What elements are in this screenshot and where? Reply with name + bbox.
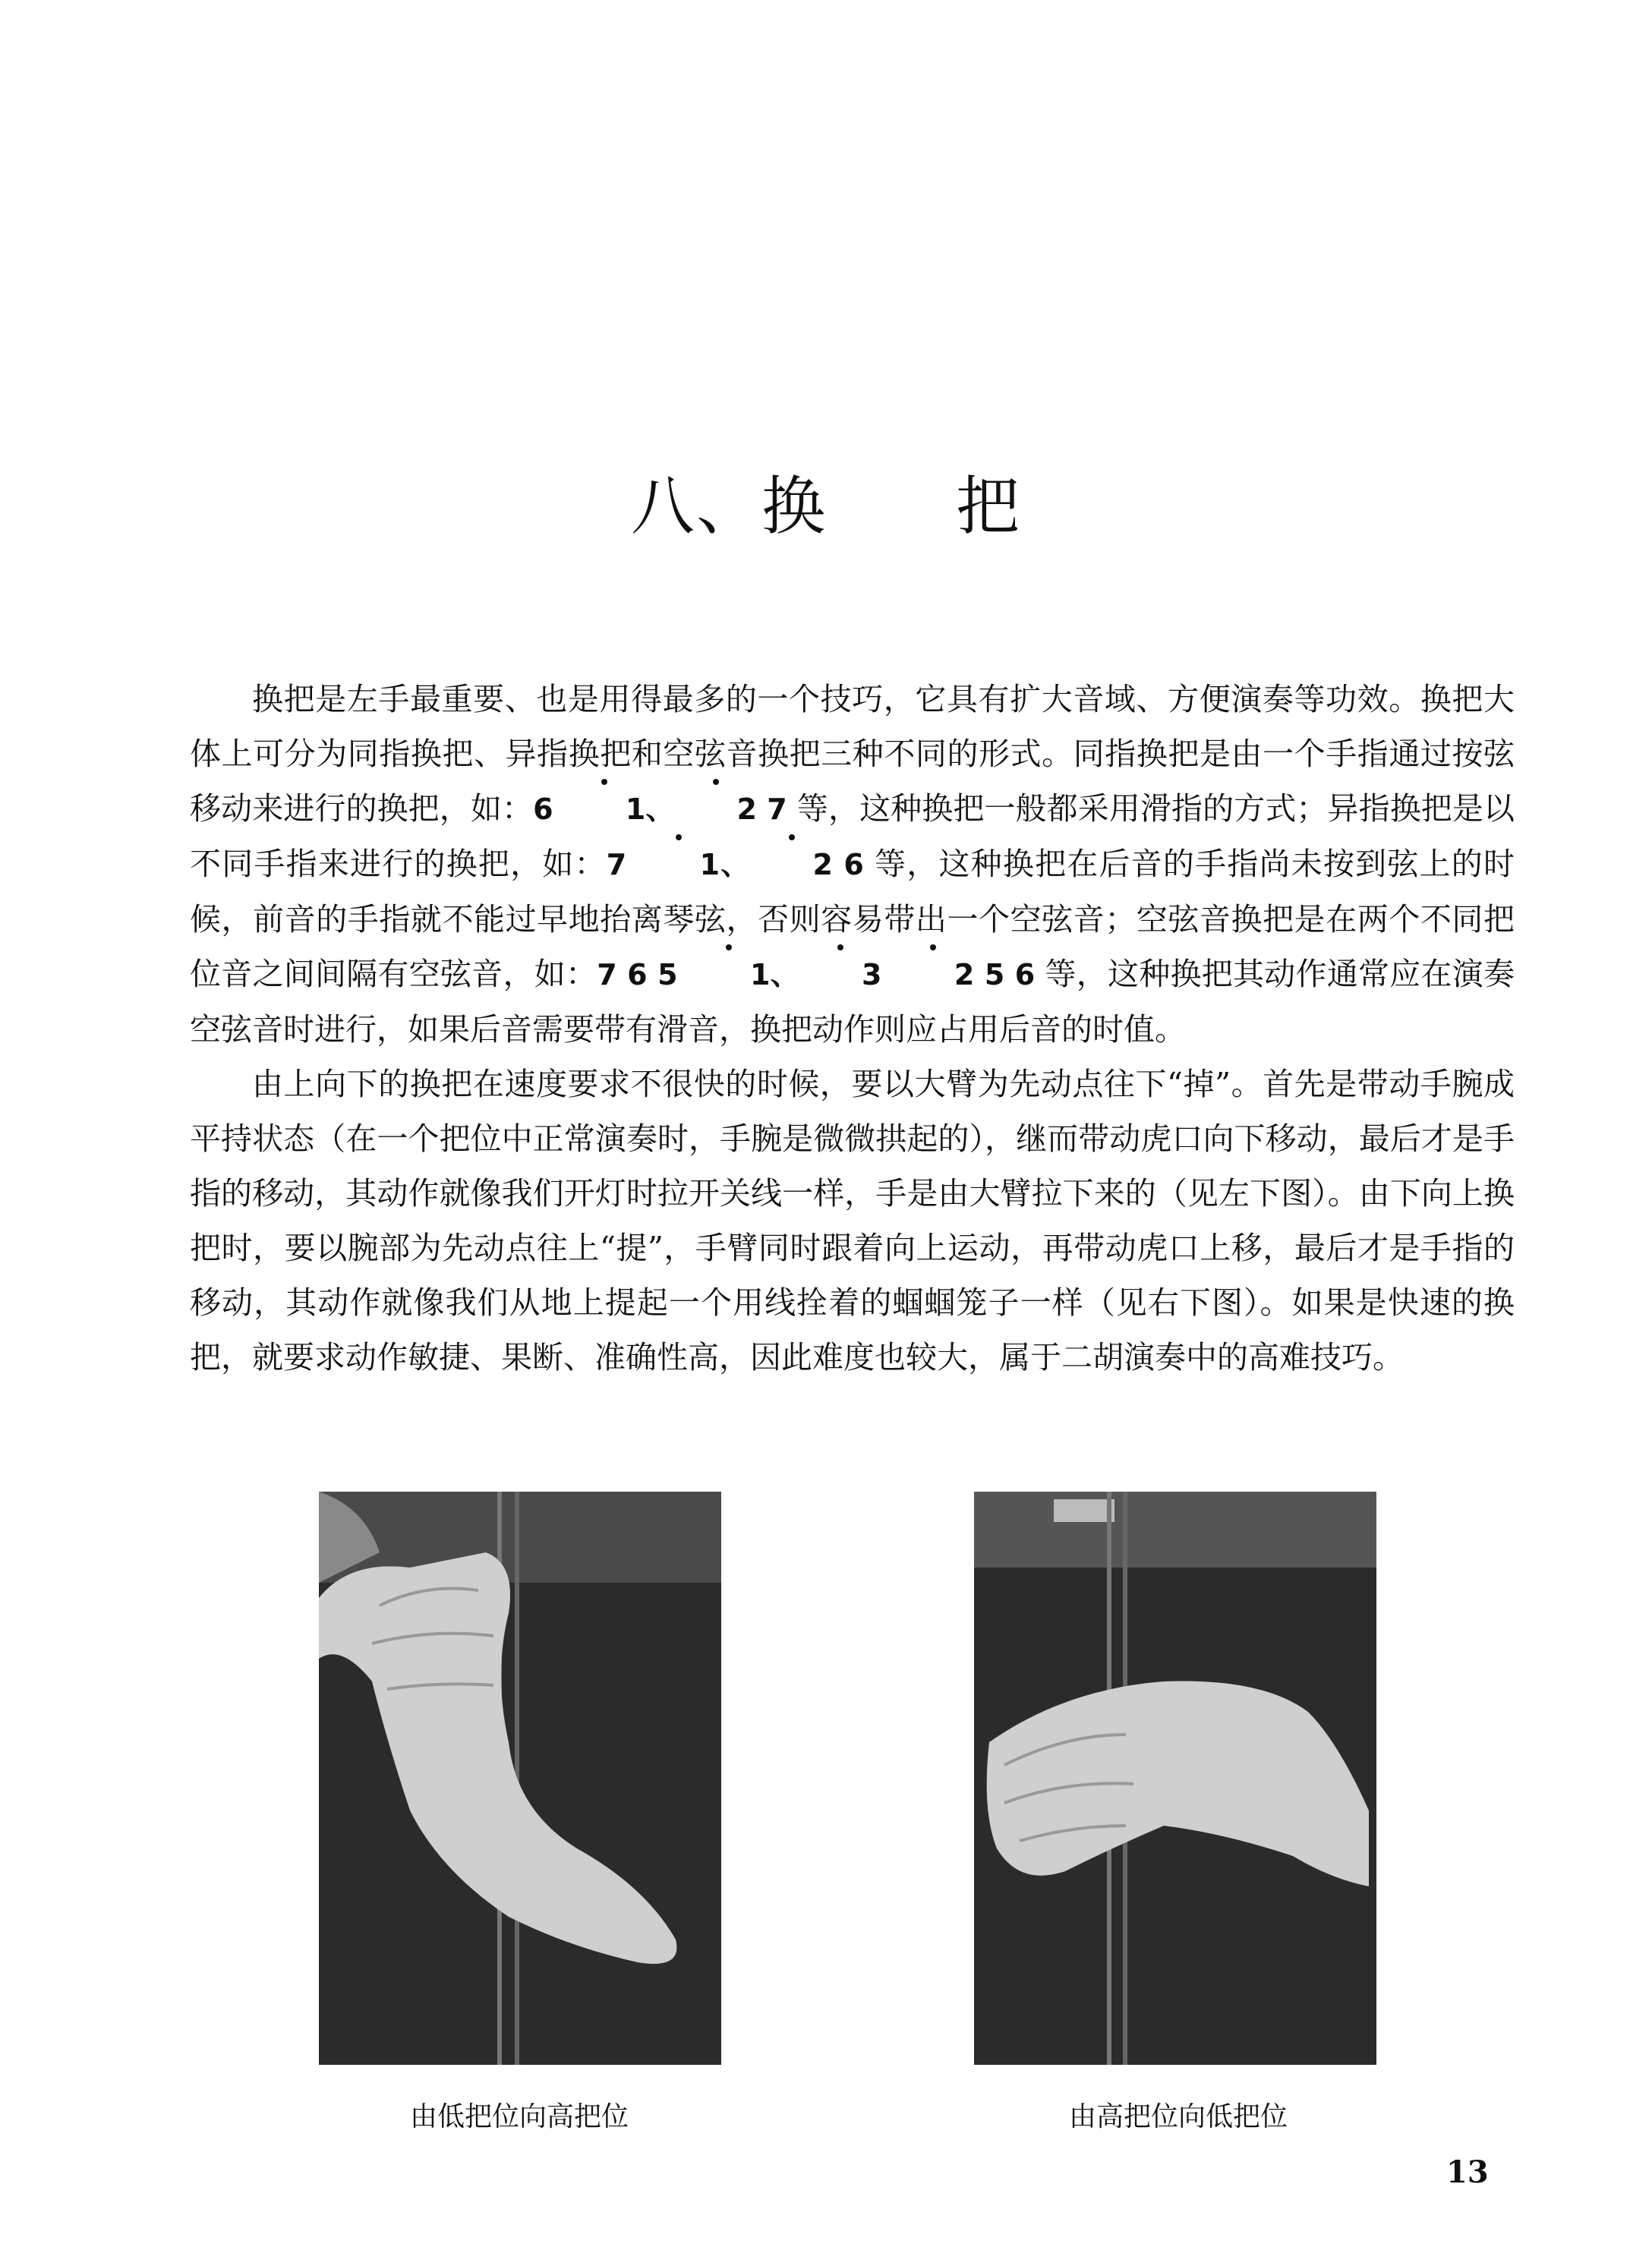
p1-sentence-1: 换把是左手最重要、也是用得最多的一个技巧，它具有扩大音域、方便演奏等功效。换把大体上可分为同指换把、异指换把和空弦音换把三种不同的形式。同指换把是由一个手指通过按弦移动来进行的换把，如：	[190, 681, 1515, 827]
p1-sentence-4: 等，这种换把其动作通常应在演奏空弦音时进行，如果后音需要带有滑音，换把动作则应占用后音的时值。	[190, 956, 1515, 1048]
caption-left: 由低把位向高把位	[410, 2101, 629, 2132]
paragraph-2: 由上向下的换把在速度要求不很快的时候，要以大臂为先动点往下“掉”。首先是带动手腕成平持状态（在一个把位中正常演奏时，手腕是微微拱起的），继而带动虎口向下移动，最后才是手指的移动，其动作就像我们开灯时拉开关线一样，手是由大臂拉下来的（见左下图）。由下向上换把时，要以腕部为先动点往上“提”，手臂同时跟着向上运动，再带动虎口上移，最后才是手指的移动，其动作就像我们从地上提起一个用线拴着的蝈蝈笼子一样（见右下图）。如果是快速的换把，就要求动作敏捷、果断、准确性高，因此难度也较大，属于二胡演奏中的高难技巧。	[190, 1066, 1515, 1376]
title-part-2: 把	[956, 469, 1022, 544]
p1-sentence-2: 等，这种换把一般都采用滑指的方式；异指换把是以不同手指来进行的换把，如：	[190, 790, 1515, 882]
photo-hand-low-to-high	[319, 1492, 721, 2065]
notation-example-3: 7 6 5 1、 3 2 5 6	[597, 958, 1035, 991]
p1-sentence-3: 等，这种换把在后音的手指尚未按到弦上的时候，前音的手指就不能过早地抬离琴弦，否则容易带出一个空弦音；空弦音换把是在两个不同把位音之间间隔有空弦音，如：	[190, 846, 1515, 992]
photo-hand-high-to-low	[974, 1492, 1376, 2065]
title-part-1: 八、换	[630, 469, 827, 544]
body-text	[190, 672, 1515, 1385]
notation-example-2: 7 1、 2 6	[607, 848, 864, 881]
paragraph-1	[190, 672, 1515, 1057]
caption-right: 由高把位向低把位	[1069, 2101, 1288, 2132]
page-title	[0, 455, 1652, 547]
notation-example-1: 6 1、 2 7	[533, 793, 787, 826]
page-number: 13	[1446, 2154, 1489, 2190]
